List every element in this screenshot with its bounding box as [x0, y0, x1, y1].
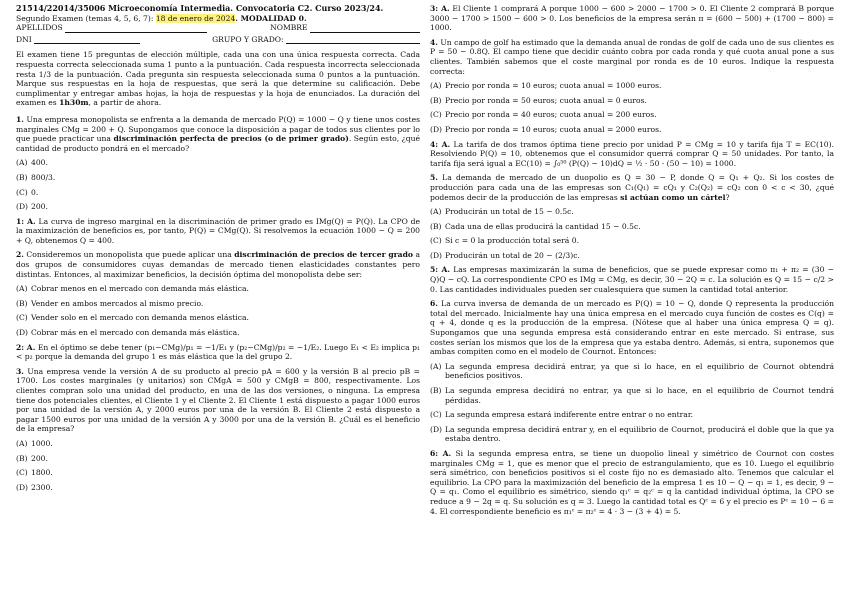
q2-option-b[interactable]: (B) Vender en ambos mercados al mismo precio. [16, 298, 204, 308]
q6-option-d[interactable]: (D) La segunda empresa decidirá entrar y, en el equilibrio de Cournot, producirá el doble que la que ya estaba dentro. [430, 424, 834, 444]
id-fields-row [16, 35, 420, 45]
exam-title: 21514/22014/35006 Microeconomía Intermedia. Convocatoria C2. Curso 2023/24. [16, 3, 384, 13]
q6-answer: 6: A. Si la segunda empresa entra, se tiene un duopolio lineal y simétrico de Cournot con costes marginales CMg = 1, que es menor que el precio de estrangulamiento, que es 10. Luego el equilibrio será simétrico, con beneficios positivos si el coste fijo no es demasiado alto. Tenemos que calcular el equilibrio. La CPO para la maximización del beneficio de la empresa 1 es 10 − Q − q₁ = 1, es decir, 9 − Q = q₁. Como el equilibrio es simétrico, siendo q₁ᶜ = q₂ᶜ = q la cantidad individual óptima, la CPO se reduce a 9 − 2q = q. Su solución es q = 3. Luego la cantidad total es Qᶜ = 6 y el precio es Pᶜ = 10 − 6 = 4. El correspondiente beneficio es π₁ᶜ = π₂ᶜ = 4 · 3 − (3 + 4) = 5. [430, 448, 834, 516]
q2-option-a[interactable]: (A) Cobrar menos en el mercado con demanda más elástica. [16, 284, 249, 294]
subtitle-suffix: . MODALIDAD 0. [235, 13, 307, 23]
q3-option-d[interactable]: (D) 2300. [16, 482, 53, 492]
q5-option-d[interactable]: (D) Producirán un total de 20 − (2/3)c. [430, 250, 580, 260]
q5-answer: 5: A. Las empresas maximizarán la suma de beneficios, que se puede expresar como π₁ + π₂ = (30 − Q)Q − cQ. La correspondiente CPO es IMg = CMg, es decir, 30 − 2Q = c. La solución es Q = 15 − c/2 > 0. Las cantidades individuales pueden ser cualesquiera que sumen la cantidad total anterior. [430, 265, 834, 294]
q1-option-d[interactable]: (D) 200. [16, 202, 48, 212]
apellidos-field[interactable] [65, 25, 207, 33]
dni-label: DNI [16, 34, 32, 44]
q5-option-a[interactable]: (A) Producirán un total de 15 − 0.5c. [430, 207, 574, 217]
q3-option-b[interactable]: (B) 200. [16, 453, 48, 463]
q6-option-c[interactable]: (C) La segunda empresa estará indiferente entre entrar o no entrar. [430, 410, 694, 420]
left-column [16, 4, 420, 497]
q1-answer: 1: A. La curva de ingreso marginal en la discriminación de primer grado es IMg(Q) = P(Q). La CPO de la maximización de beneficios es, por tanto, P(Q) = CMg(Q). Si resolvemos la ecuación 1000 − Q = 200 + Q, obtenemos Q = 400. [16, 216, 420, 245]
question-4: 4. Un campo de golf ha estimado que la demanda anual de rondas de golf de cada uno de sus clientes es P = 50 − 0.8Q. El campo tiene que decidir cuánto cobra por cada ronda y qué cuota anual pone a sus clientes. También sabemos que el coste marginal por ronda es de 10 euros. Indique la respuesta correcta: [430, 37, 834, 76]
subtitle-prefix: Segundo Examen (temas 4, 5, 6, 7): [16, 13, 154, 23]
dni-field[interactable] [34, 36, 140, 44]
q4-option-c[interactable]: (C) Precio por ronda = 40 euros; cuota anual = 200 euros. [430, 110, 657, 120]
highlighted-date: 18 de enero de 2024 [155, 13, 236, 23]
question-3: 3. Una empresa vende la versión A de su producto al precio pA = 600 y la versión B al precio pB = 1700. Los costes marginales (y unitarios) son CMgA = 500 y CMgB = 800, respectivamente. Los clientes compran solo una unidad del producto, en una de las dos versiones, o ninguna. La empresa tiene dos potenciales clientes, el Cliente 1 y el Cliente 2. El Cliente 1 está dispuesto a pagar 1000 euros por una unidad de la versión A, y 2000 euros por una de la versión B. El Cliente 2 está dispuesto a pagar 1500 euros por una unidad de la versión A y 3000 por una de la versión B. ¿Cuál es el beneficio de la empresa? [16, 366, 420, 434]
q5-option-b[interactable]: (B) Cada una de ellas producirá la cantidad 15 − 0.5c. [430, 221, 641, 231]
q3-option-c[interactable]: (C) 1800. [16, 468, 53, 478]
grupo-label: GRUPO Y GRADO: [212, 34, 284, 44]
q4-option-b[interactable]: (B) Precio por ronda = 50 euros; cuota anual = 0 euros. [430, 95, 647, 105]
right-column [430, 4, 834, 521]
nombre-label: NOMBRE [270, 23, 308, 33]
grupo-field[interactable] [286, 36, 420, 44]
question-5: 5. La demanda de mercado de un duopolio es Q = 30 − P, donde Q = Q₁ + Q₂. Si los costes de producción para cada una de las empresas son C₁(Q₁) = cQ₁ y C₂(Q₂) = cQ₂ con 0 < c < 30, ¿qué podemos decir de la producción de las empresas si actúan como un cártel? [430, 173, 834, 202]
q6-option-b[interactable]: (B) La segunda empresa decidirá no entrar, ya que si lo hace, en el equilibrio de Cournot tendrá pérdidas. [430, 386, 834, 405]
q1-option-c[interactable]: (C) 0. [16, 187, 39, 197]
exam-instructions: El examen tiene 15 preguntas de elección múltiple, cada una con una única respuesta correcta. Cada respuesta correcta seleccionada suma 1 punto a la puntuación. Cada respuesta incorrecta seleccionada resta 1/3 de la puntuación. Cada pregunta sin respuesta seleccionada suma 0 puntos a la puntuación. Marque sus respuestas en la hoja de respuestas, que será la que determine su calificación. Debe cumplimentar y entregar ambas hojas, la hoja de respuestas y la hoja de enunciados. La duración del examen es 1h30m, a partir de ahora. [16, 50, 420, 108]
q1-option-b[interactable]: (B) 800/3. [16, 172, 56, 182]
apellidos-label: APELLIDOS [16, 23, 63, 33]
q3-option-a[interactable]: (A) 1000. [16, 438, 53, 448]
question-6: 6. La curva inversa de demanda de un mercado es P(Q) = 10 − Q, donde Q representa la producción total del mercado. Inicialmente hay una única empresa en el mercado cuya función de costes es C(q) = q + 4, donde q es la producción de la empresa. (Nótese que al haber una única empresa Q = q). Supongamos que una segunda empresa está considerando entrar en este mercado. Si entrase, sus costes serían los mismos que los de la empresa que ya estaba dentro. Además, si entra, suponemos que ambas compiten como en el modelo de Cournot. Entonces: [430, 299, 834, 357]
q4-option-a[interactable]: (A) Precio por ronda = 10 euros; cuota anual = 1000 euros. [430, 81, 662, 91]
q4-option-d[interactable]: (D) Precio por ronda = 10 euros; cuota anual = 2000 euros. [430, 124, 662, 134]
question-2: 2. Consideremos un monopolista que puede aplicar una discriminación de precios de tercer grado a dos grupos de consumidores cuyas demandas de mercado tienen elasticidades constantes pero distintas. Entonces, al maximizar beneficios, la decisión óptima del monopolista debe ser: [16, 250, 420, 279]
exam-subtitle [16, 14, 420, 24]
exam-duration: 1h30m [59, 98, 89, 108]
q6-option-a[interactable]: (A) La segunda empresa decidirá entrar, ya que si lo hace, en el equilibrio de Cournot obtendrá beneficios positivos. [430, 361, 834, 381]
question-1: 1. Una empresa monopolista se enfrenta a la demanda de mercado P(Q) = 1000 − Q y tiene unos costes marginales CMg = 200 + Q. Supongamos que conoce la disposición a pagar de todos sus clientes por lo que puede practicar una discriminación perfecta de precios (o de primer grado). Según esto, ¿qué cantidad de producto pondrá en el mercado? [16, 114, 420, 153]
q3-answer: 3: A. El Cliente 1 comprará A porque 1000 − 600 > 2000 − 1700 > 0. El Cliente 2 comprará B porque 3000 − 1700 > 1500 − 600 > 0. Los beneficios de la empresa serán π = (600 − 500) + (1700 − 800) = 1000. [430, 4, 834, 33]
q2-answer: 2: A. En el óptimo se debe tener (p₁−CMg)/p₁ = −1/E₁ y (p₂−CMg)/p₂ = −1/E₂. Luego E₁ < E₂ implica p₁ < p₂ porque la demanda del grupo 1 es más elástica que la del grupo 2. [16, 342, 420, 362]
name-fields-row [16, 23, 420, 33]
q2-option-c[interactable]: (C) Vender solo en el mercado con demanda menos elástica. [16, 313, 249, 323]
q1-option-a[interactable]: (A) 400. [16, 158, 48, 168]
nombre-field[interactable] [310, 25, 420, 33]
q2-option-d[interactable]: (D) Cobrar más en el mercado con demanda más elástica. [16, 328, 240, 338]
q5-option-c[interactable]: (C) Si c = 0 la producción total será 0. [430, 236, 579, 246]
q4-answer: 4: A. La tarifa de dos tramos óptima tiene precio por unidad P = CMg = 10 y tarifa fija T = EC(10). Resolviendo P(Q) = 10, obtenemos que el consumidor querrá comprar Q = 50 unidades. Por tanto, la tarifa fija será igual a EC(10) = ∫₀⁵⁰ (P(Q) − 10)dQ = ½ · 50 · (50 − 10) = 1000. [430, 139, 834, 168]
